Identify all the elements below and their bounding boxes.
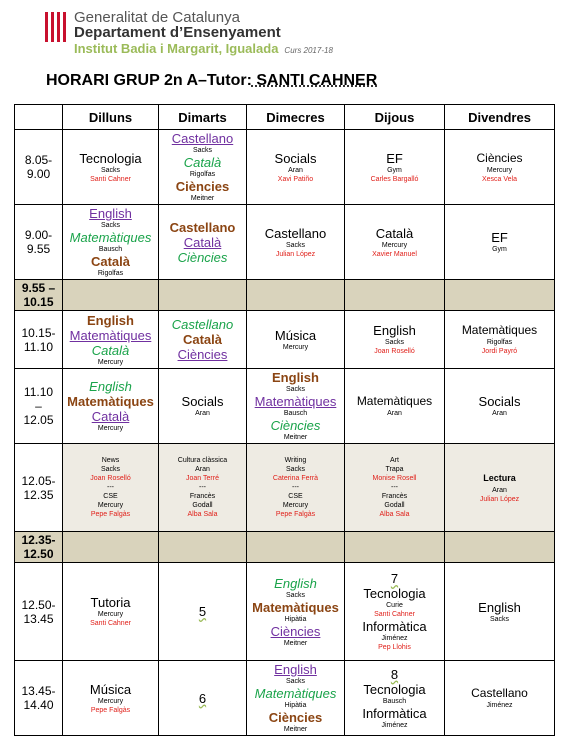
slot-number: 6 <box>198 690 207 706</box>
table-row <box>15 130 555 205</box>
teacher-name: Joan Roselló <box>90 475 131 482</box>
subject-name: Informàtica <box>362 619 427 634</box>
room-name: Mercury <box>381 241 408 249</box>
lesson-cell <box>63 205 159 280</box>
room-name: Sacks <box>100 466 121 473</box>
subject-name: Castellano <box>264 225 327 241</box>
time-slot-text: 14.40 <box>23 698 54 712</box>
break-cell <box>345 280 445 311</box>
teacher-name: Pepe Falgàs <box>90 511 131 518</box>
lesson-cell <box>159 661 247 736</box>
room-name: Sacks <box>285 591 306 599</box>
lesson-cell <box>247 369 345 444</box>
slot-number: 5 <box>198 604 207 619</box>
subject-name: Català <box>375 225 414 241</box>
subject-name: Música <box>274 327 317 343</box>
subject-name: Tutoria <box>90 595 131 610</box>
subject-name: Ciències <box>177 347 228 362</box>
time-slot-text: 9.00- <box>24 228 53 242</box>
teacher-name: Pep Llohis <box>378 644 411 651</box>
page-title: HORARI GRUP 2n A–Tutor: SANTI CAHNER <box>46 72 378 89</box>
teacher-name: Caterina Ferrà <box>272 475 319 482</box>
subject-name: English <box>274 575 317 591</box>
subject-name: English <box>272 370 319 385</box>
subject-name: Tecnologia <box>363 586 426 601</box>
lesson-cell <box>345 311 445 369</box>
room-name: Gym <box>492 246 507 253</box>
subject-name: Socials <box>181 394 224 409</box>
department-name: Departament d’Ensenyament <box>74 24 281 41</box>
time-slot-text: 9.55 – <box>21 281 56 295</box>
lesson-cell <box>63 311 159 369</box>
room-name: Mercury <box>97 425 124 432</box>
lesson-cell <box>247 444 345 532</box>
lesson-cell <box>247 205 345 280</box>
time-slot <box>15 444 63 532</box>
teacher-name: Jordi Payró <box>481 348 518 355</box>
lesson-cell <box>345 563 445 661</box>
subject-name: English <box>89 206 132 221</box>
room-name: --- <box>292 484 299 491</box>
room-name: Rigolfas <box>97 270 124 277</box>
room-name: Hipàtia <box>284 615 307 623</box>
teacher-name: Xavier Manuel <box>372 250 417 258</box>
lesson-cell <box>159 311 247 369</box>
time-slot-text: 9.55 <box>26 242 51 256</box>
room-name: Trapa <box>385 466 404 473</box>
room-name: Francès <box>189 493 216 500</box>
room-name: --- <box>199 484 206 491</box>
subject-name: Català <box>90 254 131 269</box>
room-name: Jiménez <box>486 702 513 709</box>
lesson-cell <box>63 661 159 736</box>
room-name: Mercury <box>282 502 309 509</box>
subject-name: English <box>274 662 317 677</box>
lesson-cell <box>445 444 555 532</box>
room-name: Gym <box>387 166 402 174</box>
lesson-cell <box>345 130 445 205</box>
lesson-cell <box>445 369 555 444</box>
teacher-name: Julian López <box>479 496 520 503</box>
subject-name: English <box>89 379 132 394</box>
room-name: Jiménez <box>381 635 408 642</box>
room-name: Francès <box>381 493 408 500</box>
subject-name: Matemàtiques <box>69 327 152 343</box>
lesson-cell <box>345 661 445 736</box>
lesson-cell <box>159 369 247 444</box>
teacher-name: Alba Sala <box>187 511 218 518</box>
teacher-name: Santi Cahner <box>90 620 131 627</box>
subject-name: Castellano <box>171 317 234 332</box>
lesson-cell <box>445 311 555 369</box>
subject-name: Matemàtiques <box>254 394 337 409</box>
time-slot-text: 13.45- <box>21 684 56 698</box>
time-slot <box>15 311 63 369</box>
room-name: Godall <box>192 502 213 509</box>
room-name: Aran <box>387 410 402 417</box>
table-row <box>15 205 555 280</box>
lesson-cell <box>63 130 159 205</box>
time-slot-text: 12.50 <box>23 547 54 561</box>
subject-name: Tecnologia <box>79 150 142 166</box>
subject-name: English <box>87 312 134 328</box>
slot-number: 7 <box>390 571 399 586</box>
school-year: Curs 2017-18 <box>284 46 333 55</box>
subject-name: Ciències <box>476 150 523 165</box>
room-name: Sacks <box>192 147 213 154</box>
teacher-name: Xavi Patiño <box>277 175 314 183</box>
time-slot <box>15 205 63 280</box>
teacher-name: Joan Terré <box>186 475 219 482</box>
room-name: Sacks <box>489 615 510 623</box>
lesson-cell <box>247 563 345 661</box>
lesson-cell <box>445 205 555 280</box>
subject-name: Matemàtiques <box>252 599 339 615</box>
teacher-name: Joan Roselló <box>374 348 415 355</box>
lesson-cell <box>445 661 555 736</box>
room-name: Rigolfas <box>189 171 216 178</box>
subject-name: Català <box>183 234 222 250</box>
table-row <box>15 280 555 311</box>
lesson-cell <box>159 444 247 532</box>
break-cell <box>159 532 247 563</box>
room-name: Bausch <box>283 410 308 417</box>
room-name: Meitner <box>283 726 308 733</box>
lesson-cell <box>445 563 555 661</box>
teacher-name: Monise Rosell <box>372 475 417 482</box>
room-name: --- <box>107 484 114 491</box>
table-row <box>15 311 555 369</box>
subject-name: Castellano <box>171 131 234 146</box>
room-name: Bausch <box>98 246 123 253</box>
subject-name: Informàtica <box>362 705 427 721</box>
time-slot <box>15 130 63 205</box>
room-name: Mercury <box>97 358 124 366</box>
time-slot <box>15 532 63 563</box>
time-slot <box>15 563 63 661</box>
break-cell <box>63 280 159 311</box>
room-name: Mercury <box>97 697 124 705</box>
room-name: Art <box>390 457 399 464</box>
time-slot-text: 10.15- <box>21 325 56 340</box>
time-slot-text: 8.05- <box>24 153 53 167</box>
time-slot-text: 13.45 <box>23 611 54 626</box>
subject-name: Ciències <box>268 710 323 725</box>
subject-name: Català <box>182 332 223 347</box>
time-slot-text: – <box>35 399 42 413</box>
lesson-cell <box>247 130 345 205</box>
lesson-cell <box>63 369 159 444</box>
room-name: Sacks <box>285 241 306 249</box>
room-name: CSE <box>103 493 118 500</box>
subject-name: Tecnologia <box>363 681 426 697</box>
room-name: Rigolfas <box>486 339 513 346</box>
teacher-name: Carles Bargalló <box>370 175 419 183</box>
break-cell <box>63 532 159 563</box>
day-header: Dilluns <box>63 105 159 130</box>
table-row <box>15 532 555 563</box>
day-header: Dimecres <box>247 105 345 130</box>
subject-name: Castellano <box>471 686 528 700</box>
teacher-name: Pepe Falgàs <box>275 511 316 518</box>
room-name: Aran <box>492 487 507 494</box>
time-slot-text: 12.05 <box>23 413 54 427</box>
table-header-row <box>15 105 555 130</box>
room-name: Writing <box>284 457 307 464</box>
teacher-name: Xesca Vela <box>481 175 518 183</box>
table-row <box>15 563 555 661</box>
lesson-cell <box>159 130 247 205</box>
lesson-cell <box>247 311 345 369</box>
room-name: News <box>101 457 120 464</box>
break-cell <box>345 532 445 563</box>
table-row <box>15 661 555 736</box>
tutor-name: SANTI CAHNER <box>251 72 378 89</box>
break-cell <box>445 280 555 311</box>
lesson-cell <box>159 205 247 280</box>
room-name: --- <box>391 484 398 491</box>
teacher-name: Julian López <box>275 250 316 258</box>
subject-name: Ciències <box>270 418 321 433</box>
subject-name: Matemàtiques <box>461 323 538 337</box>
teacher-name: Santi Cahner <box>90 175 131 183</box>
time-slot-text: 12.50- <box>21 597 56 612</box>
room-name: Jiménez <box>381 721 408 729</box>
subject-name: Socials <box>478 394 521 409</box>
generalitat-name: Generalitat de Catalunya <box>74 9 240 26</box>
time-slot <box>15 661 63 736</box>
subject-name: EF <box>491 230 508 245</box>
room-name: Curie <box>386 602 403 609</box>
subject-name: Català <box>91 409 130 424</box>
schedule-table <box>14 104 555 736</box>
teacher-name: Pepe Falgàs <box>90 706 131 714</box>
day-header: Divendres <box>445 105 555 130</box>
room-name: Cultura clàssica <box>177 457 228 464</box>
table-row <box>15 369 555 444</box>
room-name: Sacks <box>285 466 306 473</box>
day-header: Dimarts <box>159 105 247 130</box>
room-name: Meitner <box>283 434 308 441</box>
room-name: Godall <box>384 502 405 509</box>
room-name: Sacks <box>285 678 306 685</box>
time-slot <box>15 280 63 311</box>
subject-name: Matemàtiques <box>254 686 337 701</box>
lesson-cell <box>63 563 159 661</box>
room-name: Mercury <box>282 343 309 351</box>
slot-number: 8 <box>390 666 399 682</box>
lesson-cell <box>345 444 445 532</box>
time-slot-text: 12.35 <box>23 487 54 502</box>
time-slot-text: 10.15 <box>23 295 54 309</box>
subject-name: Música <box>89 681 132 697</box>
subject-name: Lectura <box>483 473 516 483</box>
room-name: Aran <box>288 166 303 174</box>
lesson-cell <box>445 130 555 205</box>
room-name: CSE <box>288 493 303 500</box>
lesson-cell <box>247 661 345 736</box>
time-slot-text: 12.35- <box>21 533 56 547</box>
generalitat-logo-icon <box>44 12 66 42</box>
subject-name: Ciències <box>175 179 230 194</box>
break-cell <box>159 280 247 311</box>
subject-name: Socials <box>274 150 317 166</box>
time-slot-text: 12.05- <box>21 473 56 488</box>
table-row <box>15 444 555 532</box>
day-header: Dijous <box>345 105 445 130</box>
room-name: Aran <box>195 410 210 417</box>
subject-name: Matemàtiques <box>67 394 154 409</box>
subject-name: Matemàtiques <box>356 394 433 408</box>
time-slot-text: 11.10 <box>23 385 54 399</box>
teacher-name: Santi Cahner <box>374 611 415 618</box>
subject-name: Matemàtiques <box>69 230 152 245</box>
subject-name: Ciències <box>177 249 228 265</box>
room-name: Mercury <box>97 502 124 509</box>
subject-name: Ciències <box>270 623 321 639</box>
corner-cell <box>15 105 63 130</box>
teacher-name: Alba Sala <box>379 511 410 518</box>
institute-name: Institut Badia i Margarit, Igualada Curs 2017-18 <box>74 41 333 56</box>
break-cell <box>247 532 345 563</box>
time-slot-text: 9.00 <box>26 167 51 181</box>
lesson-cell <box>345 205 445 280</box>
room-name: Hipàtia <box>284 702 307 709</box>
room-name: Mercury <box>486 166 513 174</box>
lesson-cell <box>159 563 247 661</box>
subject-name: English <box>373 323 416 338</box>
room-name: Sacks <box>100 222 121 229</box>
room-name: Sacks <box>100 166 121 174</box>
room-name: Sacks <box>285 386 306 393</box>
room-name: Meitner <box>190 195 215 202</box>
time-slot-text: 11.10 <box>23 339 54 354</box>
room-name: Mercury <box>97 611 124 618</box>
subject-name: English <box>478 599 521 615</box>
room-name: Aran <box>195 466 210 473</box>
room-name: Bausch <box>382 697 407 705</box>
lesson-cell <box>345 369 445 444</box>
room-name: Sacks <box>384 339 405 346</box>
break-cell <box>445 532 555 563</box>
room-name: Aran <box>492 410 507 417</box>
time-slot <box>15 369 63 444</box>
break-cell <box>247 280 345 311</box>
subject-name: Català <box>91 342 130 358</box>
institution-header <box>44 10 544 62</box>
lesson-cell <box>63 444 159 532</box>
subject-name: Català <box>183 155 222 170</box>
subject-name: EF <box>386 150 403 166</box>
room-name: Meitner <box>283 639 308 647</box>
subject-name: Castellano <box>169 219 236 235</box>
